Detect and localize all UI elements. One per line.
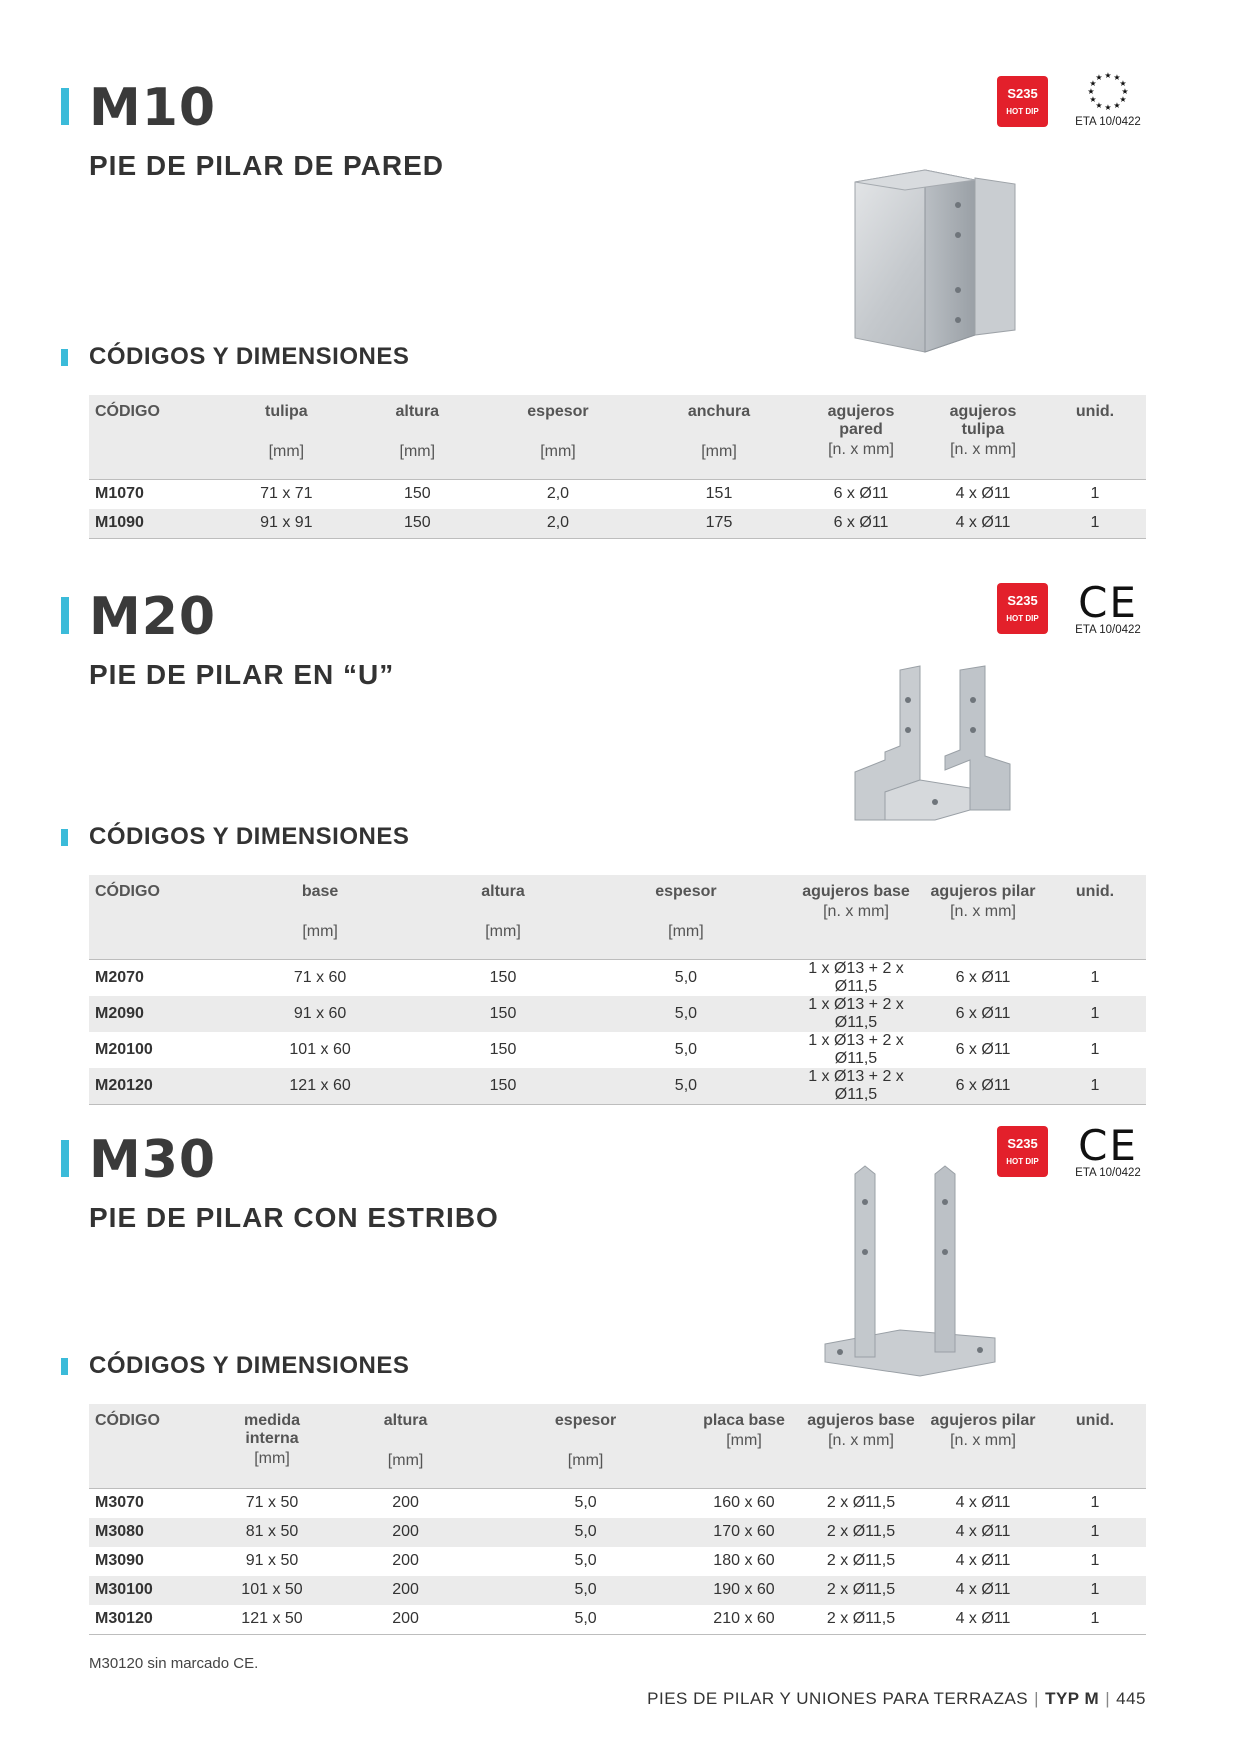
col-label: CÓDIGO (95, 1412, 160, 1429)
table-cell: 5,0 (674, 1004, 698, 1022)
col-label: agujeros base (807, 1412, 915, 1429)
col-unit: [mm] (399, 443, 436, 460)
table-cell: 1 (1044, 1068, 1146, 1105)
badge-grade: S235 (1007, 86, 1038, 101)
col-header (483, 1404, 688, 1488)
table-cell: 6 x Ø11 (955, 1040, 1011, 1058)
table-cell: 91 x 60 (293, 1004, 347, 1022)
col-unit: [n. x mm] (828, 441, 894, 458)
footer-separator: | (1105, 1689, 1111, 1708)
table-cell: 175 (638, 509, 800, 539)
code-cell: M20120 (89, 1068, 216, 1105)
table-cell: 2 x Ø11,5 (826, 1552, 896, 1569)
table-header-row (89, 1404, 1146, 1488)
col-header (216, 1404, 328, 1488)
table-cell: 1 x Ø13 + 2 x Ø11,5 (790, 959, 922, 996)
table-row (89, 1547, 1146, 1576)
table-cell: 6 x Ø11 (922, 959, 1044, 996)
s235-hot-dip-badge (997, 1126, 1048, 1177)
table-cell: 200 (392, 1523, 419, 1540)
svg-text:★: ★ (1113, 73, 1121, 82)
table-cell: 150 (357, 479, 478, 509)
table-cell: 2,0 (478, 509, 638, 539)
table-cell: 5,0 (574, 1552, 597, 1569)
code-cell: M3070 (89, 1488, 216, 1518)
col-unit: [n. x mm] (823, 903, 889, 920)
col-label: altura (395, 403, 440, 420)
table-row (89, 1488, 1146, 1518)
table-cell: 1 (1090, 1523, 1100, 1540)
table-cell: 150 (424, 959, 582, 996)
col-unit: [mm] (668, 923, 704, 940)
table-cell: 4 x Ø11 (922, 1488, 1044, 1518)
table-cell: 91 x 50 (245, 1552, 299, 1569)
code-cell: M3080 (95, 1523, 144, 1540)
codes-dimensions-heading: CÓDIGOS Y DIMENSIONES (89, 343, 410, 370)
col-unit: [n. x mm] (950, 441, 1016, 458)
badge-grade: S235 (1007, 1136, 1038, 1151)
table-row (89, 1605, 1146, 1635)
code-cell: M2090 (95, 1004, 144, 1022)
col-header (89, 1404, 216, 1488)
table-cell: 81 x 50 (245, 1523, 299, 1540)
col-label: tulipa (265, 403, 308, 420)
product-image-m30 (820, 1162, 1000, 1392)
col-unit: [mm] (726, 1432, 762, 1449)
col-label: medida interna (243, 1412, 300, 1447)
table-cell: 71 x 71 (216, 479, 357, 509)
table-cell: 200 (328, 1488, 483, 1518)
code-cell: M1090 (89, 509, 216, 539)
table-cell: 4 x Ø11 (922, 479, 1044, 509)
table-cell: 151 (638, 479, 800, 509)
col-label: espesor (554, 1412, 617, 1429)
table-row (89, 1518, 1146, 1547)
model-subtitle: PIE DE PILAR CON ESTRIBO (89, 1202, 499, 1233)
col-unit: [mm] (302, 923, 338, 940)
badge-finish: HOT DIP (1006, 107, 1039, 116)
eta-number: ETA 10/0422 (1075, 624, 1141, 636)
table-cell: 2 x Ø11,5 (826, 1523, 896, 1540)
page-number: 445 (1116, 1689, 1146, 1708)
table-cell: 121 x 60 (216, 1068, 424, 1105)
svg-text:★: ★ (1119, 79, 1127, 88)
col-label: agujeros pilar (930, 1412, 1036, 1429)
table-cell: 1 (1090, 1581, 1100, 1598)
col-header (328, 1404, 483, 1488)
table-cell: 200 (392, 1581, 419, 1598)
model-title: M30 (89, 1130, 217, 1190)
eta-number: ETA 10/0422 (1075, 116, 1141, 128)
model-subtitle: PIE DE PILAR DE PARED (89, 150, 444, 181)
code-cell: M30100 (95, 1581, 153, 1598)
specs-table-m30 (89, 1404, 1146, 1635)
table-cell: 5,0 (574, 1523, 597, 1540)
table-cell: 71 x 50 (216, 1488, 328, 1518)
col-label: anchura (687, 403, 751, 420)
col-header (800, 1404, 922, 1488)
footer-chapter: PIES DE PILAR Y UNIONES PARA TERRAZAS (647, 1689, 1029, 1708)
table-cell: 101 x 50 (241, 1581, 303, 1598)
col-label: agujeros tulipa (949, 403, 1017, 438)
table-cell: 4 x Ø11 (922, 1605, 1044, 1635)
model-subtitle: PIE DE PILAR EN “U” (89, 659, 395, 690)
table-cell: 4 x Ø11 (955, 1581, 1011, 1598)
table-cell: 1 x Ø13 + 2 x Ø11,5 (808, 1031, 904, 1067)
col-unit: [mm] (268, 443, 305, 460)
col-unit: [mm] (387, 1452, 424, 1469)
table-cell: 2 x Ø11,5 (826, 1581, 896, 1598)
model-title: M20 (89, 587, 217, 647)
svg-text:★: ★ (1089, 95, 1097, 104)
col-label: unid. (1075, 883, 1115, 900)
table-cell: 6 x Ø11 (800, 509, 922, 539)
table-cell: 2 x Ø11,5 (800, 1488, 922, 1518)
badge-finish: HOT DIP (1006, 614, 1039, 623)
table-footnote: M30120 sin marcado CE. (89, 1655, 259, 1672)
table-cell: 1 (1044, 479, 1146, 509)
col-label: altura (383, 1412, 428, 1429)
table-cell: 91 x 91 (216, 509, 357, 539)
col-label: base (301, 883, 339, 900)
table-cell: 5,0 (483, 1605, 688, 1635)
eta-number: ETA 10/0422 (1075, 1167, 1141, 1179)
col-header (688, 1404, 800, 1488)
codes-dimensions-heading: CÓDIGOS Y DIMENSIONES (89, 823, 410, 850)
col-label: agujeros base (802, 883, 910, 900)
table-cell: 210 x 60 (688, 1605, 800, 1635)
table-cell: 5,0 (582, 1068, 790, 1105)
ce-mark-icon: CE (1078, 578, 1138, 627)
table-cell: 150 (357, 509, 478, 539)
code-cell: M20100 (95, 1040, 153, 1058)
table-cell: 160 x 60 (688, 1488, 800, 1518)
code-cell: M1070 (89, 479, 216, 509)
title-accent-bar (61, 1140, 69, 1177)
col-unit: [mm] (485, 923, 521, 940)
col-label: CÓDIGO (95, 883, 160, 900)
col-label: espesor (527, 403, 589, 420)
col-label: unid. (1075, 1412, 1115, 1429)
table-cell: 6 x Ø11 (800, 479, 922, 509)
code-cell: M3090 (95, 1552, 144, 1569)
table-cell: 150 (489, 1004, 517, 1022)
col-label: CÓDIGO (95, 403, 160, 420)
model-title: M10 (89, 78, 217, 138)
svg-text:★: ★ (1104, 103, 1112, 112)
col-header (922, 1404, 1044, 1488)
table-cell: 2,0 (478, 479, 638, 509)
svg-text:★: ★ (1121, 87, 1129, 96)
col-unit: [n. x mm] (950, 1432, 1016, 1449)
svg-text:★: ★ (1113, 101, 1121, 110)
table-row (89, 1576, 1146, 1605)
table-cell: 5,0 (674, 1040, 698, 1058)
table-cell: 170 x 60 (713, 1523, 775, 1540)
table-cell: 190 x 60 (713, 1581, 775, 1598)
table-cell: 71 x 60 (216, 959, 424, 996)
table-cell: 200 (392, 1552, 419, 1569)
page-footer (647, 1689, 1146, 1709)
table-cell: 1 (1090, 1552, 1100, 1569)
table-cell: 1 (1044, 509, 1146, 539)
badge-grade: S235 (1007, 593, 1038, 608)
svg-text:★: ★ (1095, 101, 1103, 110)
table-cell: 121 x 50 (216, 1605, 328, 1635)
badge-finish: HOT DIP (1006, 1157, 1039, 1166)
footer-type: TYP M (1045, 1689, 1100, 1708)
table-cell: 1 (1090, 1040, 1100, 1058)
table-cell: 4 x Ø11 (955, 1552, 1011, 1569)
svg-text:★: ★ (1119, 95, 1127, 104)
col-label: placa base (703, 1412, 785, 1429)
table-cell: 150 (489, 1040, 517, 1058)
table-cell: 6 x Ø11 (955, 1004, 1011, 1022)
col-unit: [n. x mm] (828, 1432, 894, 1449)
col-label: altura (481, 883, 525, 900)
svg-text:★: ★ (1104, 72, 1112, 80)
col-label: agujeros pared (827, 403, 895, 438)
col-label: unid. (1075, 403, 1115, 420)
table-cell: 1 x Ø13 + 2 x Ø11,5 (790, 1068, 922, 1105)
table-cell: 4 x Ø11 (922, 509, 1044, 539)
code-cell: M30120 (89, 1605, 216, 1635)
table-cell: 150 (424, 1068, 582, 1105)
col-unit: [n. x mm] (950, 903, 1016, 920)
col-unit: [mm] (254, 1450, 290, 1467)
table-cell: 5,0 (574, 1581, 597, 1598)
table-cell: 101 x 60 (289, 1040, 351, 1058)
col-header (1044, 1404, 1146, 1488)
footer-separator: | (1034, 1689, 1040, 1708)
table-cell: 1 (1044, 1605, 1146, 1635)
svg-text:★: ★ (1087, 87, 1095, 96)
code-cell: M2070 (89, 959, 216, 996)
table-cell: 1 x Ø13 + 2 x Ø11,5 (808, 995, 904, 1031)
table-cell: 6 x Ø11 (922, 1068, 1044, 1105)
table-cell: 180 x 60 (713, 1552, 775, 1569)
col-unit: [mm] (567, 1452, 604, 1469)
col-unit: [mm] (540, 443, 576, 460)
table-cell: 1 (1044, 1488, 1146, 1518)
table-cell: 1 (1090, 1004, 1100, 1022)
codes-dimensions-heading: CÓDIGOS Y DIMENSIONES (89, 1352, 410, 1379)
table-cell: 4 x Ø11 (955, 1523, 1011, 1540)
col-unit: [mm] (701, 443, 737, 460)
table-cell: 5,0 (582, 959, 790, 996)
table-cell: 5,0 (483, 1488, 688, 1518)
ce-mark-icon: CE (1078, 1121, 1138, 1170)
svg-text:★: ★ (1095, 73, 1103, 82)
svg-text:★: ★ (1089, 79, 1097, 88)
table-cell: 1 (1044, 959, 1146, 996)
table-cell: 2 x Ø11,5 (800, 1605, 922, 1635)
table-cell: 200 (328, 1605, 483, 1635)
heading-accent-bar (61, 1358, 68, 1375)
col-label: agujeros pilar (930, 883, 1036, 900)
col-label: espesor (655, 883, 717, 900)
